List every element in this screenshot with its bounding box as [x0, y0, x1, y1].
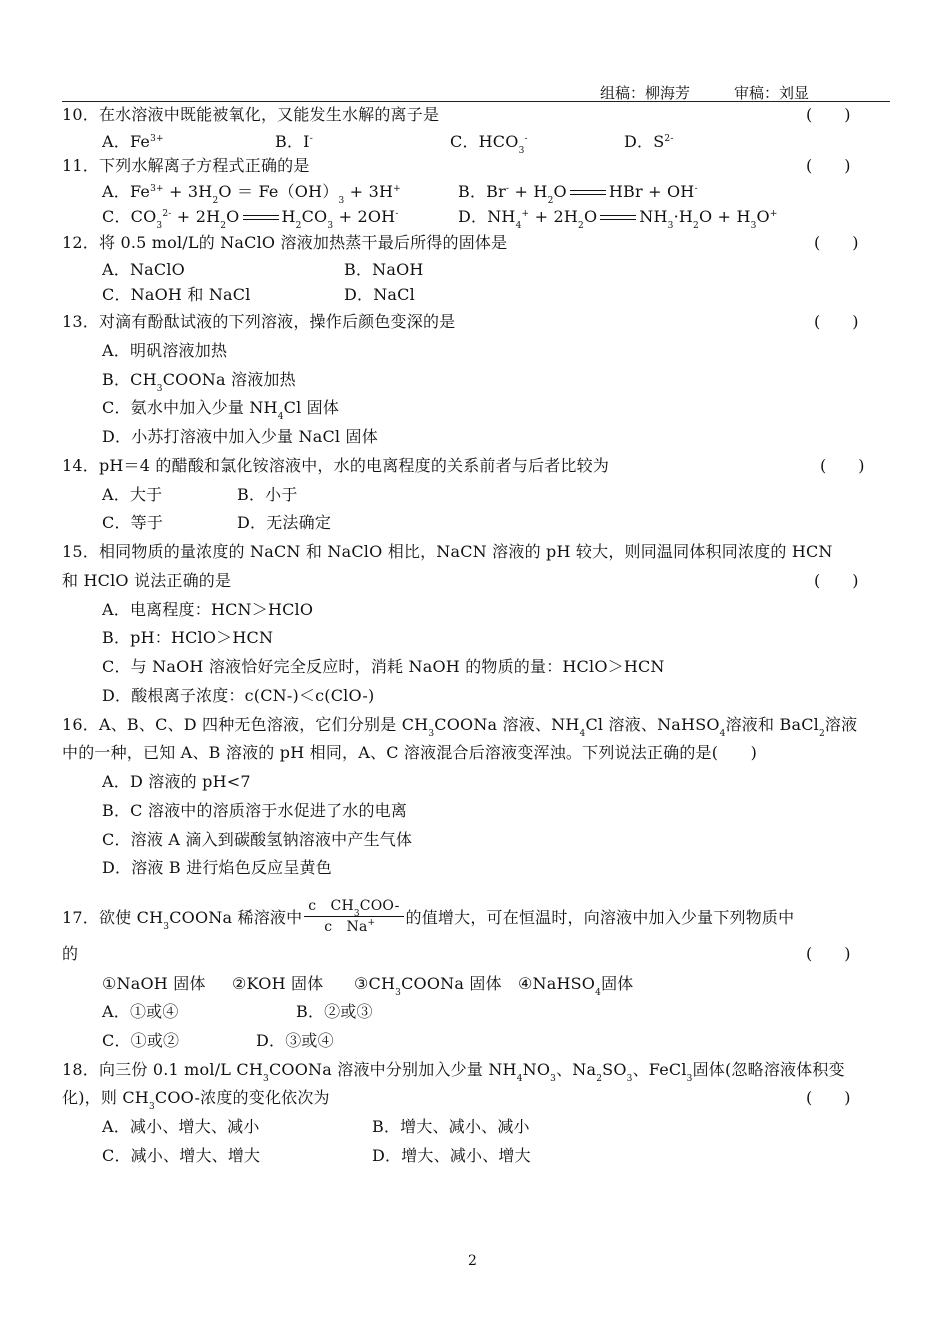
q14-answer-paren: ( ): [820, 456, 865, 475]
q17-answer-paren: ( ): [806, 944, 851, 963]
q17-option-b: B．②或③: [296, 1002, 373, 1021]
q16-option-b: B．C 溶液中的溶质溶于水促进了水的电离: [102, 801, 408, 820]
q15-option-c: C．与 NaOH 溶液恰好完全反应时，消耗 NaOH 的物质的量：HClO＞HCN: [102, 657, 665, 676]
q17-stem-line1: 17．欲使 $CH_3COONa$ 稀溶液中 $\frac{c CH_3COO-}{c Na^+}$ 的值增大，可在恒温时，向溶液中加入少量下列物质中: [62, 898, 795, 935]
q17-stem-line2: 的: [62, 944, 79, 963]
q18-option-b: B．增大、减小、减小: [372, 1117, 530, 1136]
q13-stem: 13．对滴有酚酞试液的下列溶液，操作后颜色变深的是: [62, 312, 456, 331]
q13-answer-paren: ( ): [814, 312, 859, 331]
q11-stem: 11．下列水解离子方程式正确的是: [62, 156, 310, 175]
q16-stem-line1: 16．A、B、C、D 四种无色溶液，它们分别是 $CH_3COONa$ 溶液、$NH_4Cl$ 溶液、NaHSO$_4$溶液和 BaCl$_2$溶液: [62, 715, 858, 739]
compiler-credit: 组稿：柳海芳: [600, 84, 691, 102]
concentration-ratio-fraction: [304, 897, 403, 936]
q15-answer-paren: ( ): [814, 571, 859, 590]
q13-option-c: C．氨水中加入少量 $NH_4Cl$ 固体: [102, 398, 340, 422]
q16-option-a: A．D 溶液的 pH<7: [102, 772, 251, 791]
q11-option-b: B．$Br^- + H_2O$ HBr + OH-: [458, 182, 698, 206]
q13-option-a: A．明矾溶液加热: [102, 341, 228, 360]
reviewer-credit: 审稿：刘显: [734, 84, 810, 102]
q16-option-c: C．溶液 A 滴入到碳酸氢钠溶液中产生气体: [102, 830, 413, 849]
q10-option-d: D．$S^{2-}$: [624, 132, 674, 151]
q17-item-2: ②KOH 固体: [232, 974, 324, 993]
q10-option-b: B．I-: [275, 132, 313, 151]
q15-option-d: D．酸根离子浓度：c(CN-)＜c(ClO-): [102, 686, 375, 705]
q11-option-c: C．$CO_3^{2-} + 2H_2O$ $H_2CO_3 + 2OH^-$: [102, 207, 399, 231]
q11-answer-paren: ( ): [806, 156, 851, 175]
q17-item-4: ④NaHSO$_4$固体: [518, 974, 634, 998]
q10-option-a: A．$Fe^{3+}$: [102, 132, 164, 151]
q18-option-c: C．减小、增大、增大: [102, 1146, 261, 1165]
header-rule: [62, 101, 890, 102]
q17-item-3: $③CH_3COONa$ 固体: [354, 974, 502, 998]
q11-option-d: D．$NH_4^+ + 2H_2O$ $NH_3\cdot H_2O + H_3O^+$: [458, 207, 778, 231]
page-header: [600, 82, 809, 103]
q14-option-a: A．大于: [102, 485, 163, 504]
q15-option-a: A．电离程度：HCN＞HClO: [102, 600, 314, 619]
q14-option-c: C．等于: [102, 513, 164, 532]
q11-option-a: A．$Fe^{3+} + 3H_2O = Fe(OH)_3 + 3H^+$: [102, 182, 401, 206]
q17-item-1: ①NaOH 固体: [102, 974, 206, 993]
q12-stem: 12．将 0.5 mol/L的 NaClO 溶液加热蒸干最后所得的固体是: [62, 233, 508, 252]
q16-stem-line2: 中的一种，已知 A、B 溶液的 pH 相同，A、C 溶液混合后溶液变浑浊。下列说法正确的是( ): [62, 743, 758, 762]
q12-option-a: A．NaClO: [102, 260, 185, 279]
q15-option-b: B．pH：HClO＞HCN: [102, 628, 274, 647]
q17-option-a: A．①或④: [102, 1002, 179, 1021]
fraction-numerator: c $CH_3COO-$: [304, 897, 403, 917]
q13-option-b: B．$CH_3COONa$ 溶液加热: [102, 370, 296, 394]
q13-option-d: D．小苏打溶液中加入少量 NaCl 固体: [102, 427, 378, 446]
q18-stem-line1: 18．向三份 0.1 mol/L $CH_3COONa$ 溶液中分别加入少量 $NH_4NO_3$、$Na_2SO_3$、FeCl$_3$固体(忽略溶液体积变: [62, 1060, 845, 1084]
q17-option-d: D．③或④: [256, 1031, 334, 1050]
q12-option-d: D．NaCl: [344, 285, 415, 304]
q10-option-c: C．$HCO_3^-$: [450, 132, 528, 156]
equilibrium-arrow-icon: [241, 213, 281, 223]
page-number: 2: [468, 1253, 477, 1269]
q12-option-c: C．NaOH 和 NaCl: [102, 285, 251, 304]
q16-option-d: D．溶液 B 进行焰色反应呈黄色: [102, 858, 332, 877]
q10-answer-paren: ( ): [806, 105, 851, 124]
q14-option-d: D．无法确定: [237, 513, 332, 532]
q10-stem: 10．在水溶液中既能被氧化，又能发生水解的离子是: [62, 105, 440, 124]
q18-option-d: D．增大、减小、增大: [372, 1146, 531, 1165]
q14-option-b: B．小于: [237, 485, 298, 504]
q18-answer-paren: ( ): [806, 1088, 851, 1107]
q17-option-c: C．①或②: [102, 1031, 180, 1050]
equilibrium-arrow-icon: [598, 213, 638, 223]
q18-stem-line2: 化)，则 $CH_3COO-$浓度的变化依次为: [62, 1088, 330, 1112]
q15-stem-line1: 15．相同物质的量浓度的 NaCN 和 NaClO 相比，NaCN 溶液的 pH 较大，则同温同体积同浓度的 HCN: [62, 542, 833, 561]
q12-answer-paren: ( ): [814, 233, 859, 252]
q12-option-b: B．NaOH: [344, 260, 424, 279]
q15-stem-line2: 和 HClO 说法正确的是: [62, 571, 232, 590]
q14-stem: 14．pH＝4 的醋酸和氯化铵溶液中，水的电离程度的关系前者与后者比较为: [62, 456, 610, 475]
equilibrium-arrow-icon: [568, 188, 608, 198]
q18-option-a: A．减小、增大、减小: [102, 1117, 260, 1136]
fraction-denominator: c Na+: [324, 918, 376, 935]
